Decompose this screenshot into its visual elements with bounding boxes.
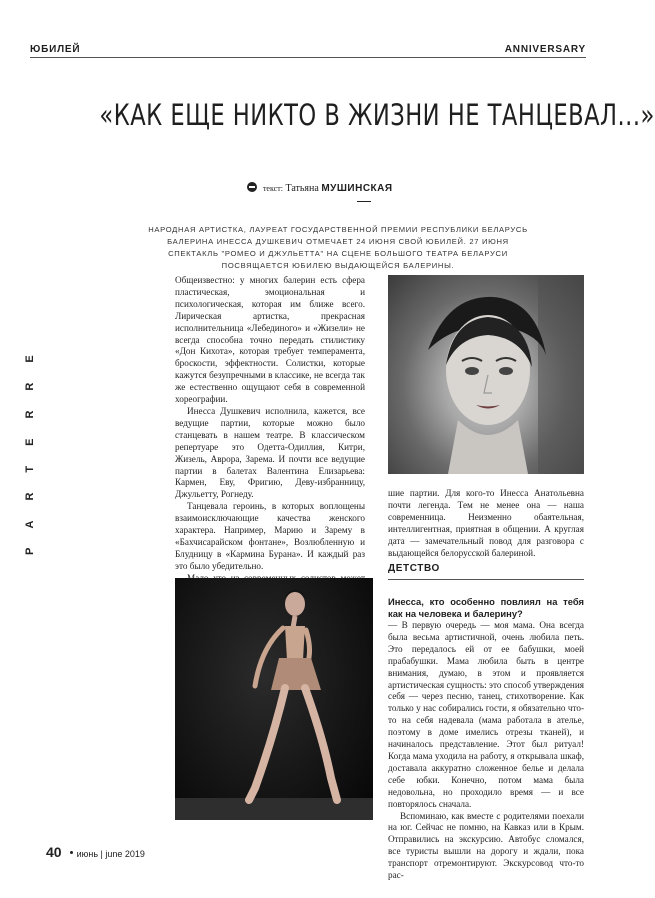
byline-prefix: текст: — [262, 184, 283, 193]
column-c — [388, 596, 584, 881]
dancer-photo — [175, 578, 373, 820]
section-rule — [388, 579, 584, 580]
paragraph: — В первую очередь — моя мама. Она всегда была весьма артистичной, очень любила петь. Это передалось ей от ее бабушки, моей прабабушки. Мама любила быть в центре внимания, думаю, в этом и проявляется артистическая сущность: это способ утверждения себя — через песню, танец, стихотворение. Как только у нас собирались гости, я обязательно что-то на себя надевала (мама работала в ателье, поэтому в доме имелись отрезы тканей), и начиналось представление. Этот был ритуал! Когда мама уходила на работу, я открывала шкаф, доставала аккуратно сложенное белье и делала себе юбки. Конечно, потом мама была недовольна, но проходило время — и все повторялось сначала. — [388, 620, 584, 809]
author-first-name: Татьяна — [285, 183, 319, 194]
byline-dash — [357, 201, 371, 202]
lead-paragraph: НАРОДНАЯ АРТИСТКА, ЛАУРЕАТ ГОСУДАРСТВЕННОЙ ПРЕМИИ РЕСПУБЛИКИ БЕЛАРУСЬ БАЛЕРИНА ИНЕССА ДУШКЕВИЧ ОТМЕЧАЕТ 24 ИЮНЯ СВОЙ ЮБИЛЕЙ. 27 ИЮНЯ СПЕКТАКЛЬ "РОМЕО И ДЖУЛЬЕТТА" НА СЦЕНЕ БОЛЬШОГО ТЕАТРА БЕЛАРУСИ ПОСВЯЩАЕТСЯ ЮБИЛЕЮ ВЫДАЮЩЕЙСЯ БАЛЕРИНЫ. — [148, 225, 528, 270]
paragraph: Вспоминаю, как вместе с родителями поехали на юг. Сейчас не помню, на Кавказ или в Крым. Отправились на экскурсию. Автобус сломался, все туристы вышли на дорогу и ждали, пока транспорт отремонтируют. Экскурсовод что-то рас- — [388, 810, 584, 881]
section-label-en: ANNIVERSARY — [504, 44, 586, 55]
issue-date: июнь | june 2019 — [76, 849, 145, 859]
paragraph: Общеизвестно: у многих балерин есть сфера пластическая, эмоциональная и психологическая, которая им ближе всего. Лирическая артистка, прекрасная исполнительница «Лебединого» и «Жизели» не всегда способна точно передать стилистику «Дон Кихота», которая требует темперамента, броскости, эффектности. Солистки, которые кажутся безупречными в классике, не всегда так же естественно ощущают себя в современной хореографии. — [175, 275, 365, 405]
header-rule — [30, 57, 586, 58]
page-number: 40 — [46, 844, 62, 860]
portrait-illustration — [388, 275, 584, 474]
dancer-illustration — [175, 578, 373, 820]
paragraph: Инесса Душкевич исполнила, кажется, все ведущие партии, которые можно было станцевать в нашем театре. В классическом репертуаре это Одетта-Одиллия, Китри, Жизель, Аврора, Зарема. И почти все ведущие партии в балетах Валентина Елизарьева: Кармен, Еву, Фригию, Деву-избранницу, Джульетту, Рогнеду. — [175, 405, 365, 500]
column-b — [388, 488, 584, 558]
pen-icon — [247, 182, 257, 192]
bullet-icon — [70, 851, 73, 854]
section-heading: ДЕТСТВО — [388, 563, 440, 574]
page-footer — [46, 844, 145, 860]
paragraph: Танцевала героинь, в которых воплощены взаимоисключающие качества женского характера. Например, Марию и Зарему в «Бахчисарайском фонтане», Возлюбленную и Блудницу в «Кармина Буранa». И каждый раз это было убедительно. — [175, 501, 365, 571]
interview-question: Инесса, кто особенно повлиял на тебя как на человека и балерину? — [388, 596, 584, 619]
author-last-name: МУШИНСКАЯ — [321, 183, 393, 194]
column-a — [175, 275, 365, 571]
section-label: ЮБИЛЕЙ — [30, 44, 81, 55]
paragraph: шие партии. Для кого-то Инесса Анатольевна почти легенда. Тем не менее она — наша современница. Неизменно обаятельная, интеллигентная, приятная в общении. А круглая дата — замечательный повод для разговора с выдающейся белорусской балериной. — [388, 488, 584, 558]
portrait-photo — [388, 275, 584, 474]
byline — [170, 182, 470, 194]
side-logo: PARTERRE — [24, 335, 36, 555]
article-title: «КАК ЕЩЕ НИКТО В ЖИЗНИ НЕ ТАНЦЕВАЛ...» — [99, 98, 655, 132]
